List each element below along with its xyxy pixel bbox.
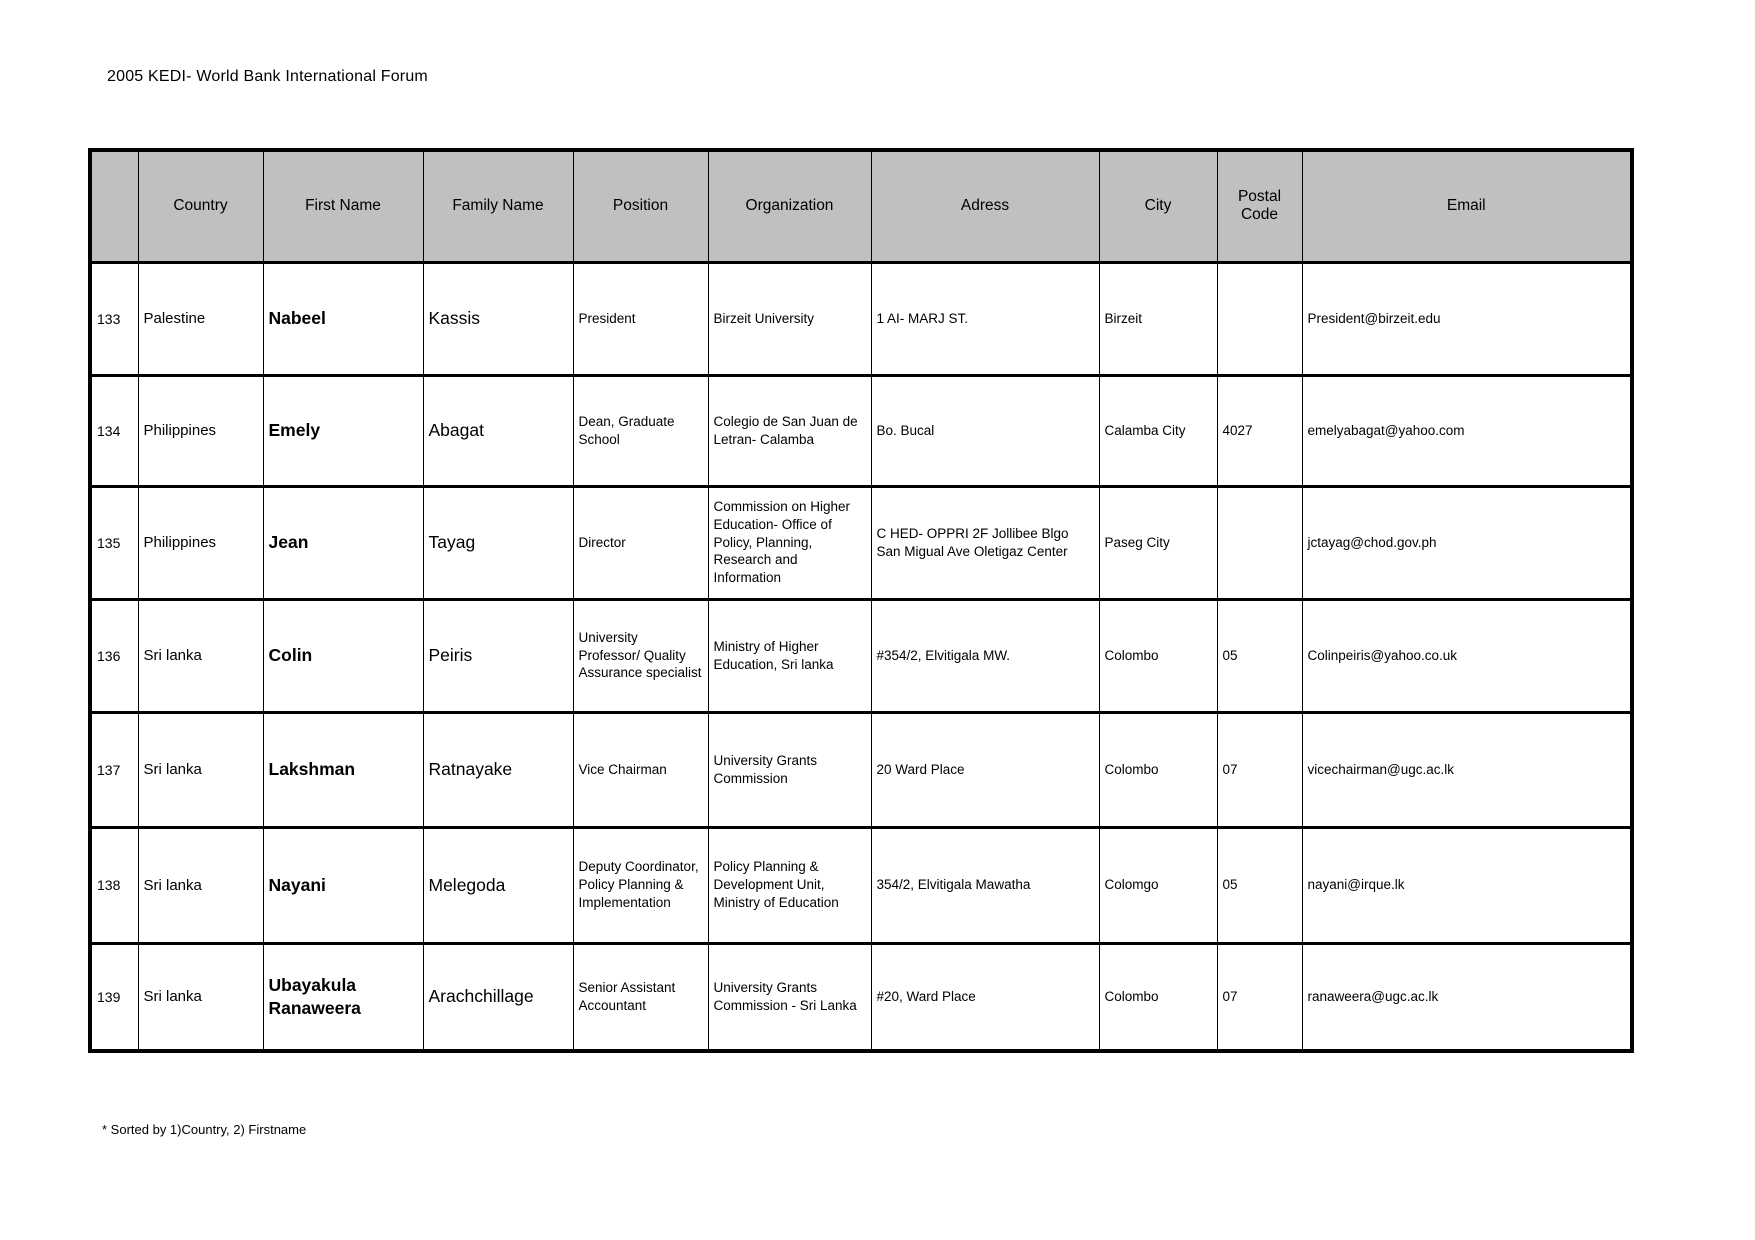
cell-city: Colombo — [1099, 712, 1217, 827]
cell-family-name: Ratnayake — [423, 712, 573, 827]
cell-country: Sri lanka — [138, 827, 263, 943]
cell-row-number: 136 — [90, 599, 138, 712]
cell-address: Bo. Bucal — [871, 375, 1099, 486]
table-row — [90, 827, 1632, 943]
cell-address: #20, Ward Place — [871, 943, 1099, 1051]
cell-organization: University Grants Commission — [708, 712, 871, 827]
column-header-organization: Organization — [708, 150, 871, 262]
cell-email: vicechairman@ugc.ac.lk — [1302, 712, 1632, 827]
cell-city: Colombo — [1099, 943, 1217, 1051]
cell-address: #354/2, Elvitigala MW. — [871, 599, 1099, 712]
cell-organization: University Grants Commission - Sri Lanka — [708, 943, 871, 1051]
cell-city: Calamba City — [1099, 375, 1217, 486]
cell-family-name: Peiris — [423, 599, 573, 712]
cell-postal-code: 05 — [1217, 827, 1302, 943]
cell-postal-code: 05 — [1217, 599, 1302, 712]
table-row — [90, 486, 1632, 599]
cell-address: 1 AI- MARJ ST. — [871, 262, 1099, 375]
cell-organization: Policy Planning & Development Unit, Ministry of Education — [708, 827, 871, 943]
cell-position: University Professor/ Quality Assurance specialist — [573, 599, 708, 712]
cell-position: Senior Assistant Accountant — [573, 943, 708, 1051]
table-row — [90, 262, 1632, 375]
cell-email: ranaweera@ugc.ac.lk — [1302, 943, 1632, 1051]
cell-family-name: Arachchillage — [423, 943, 573, 1051]
column-header-position: Position — [573, 150, 708, 262]
table-row — [90, 599, 1632, 712]
cell-address: 354/2, Elvitigala Mawatha — [871, 827, 1099, 943]
cell-country: Sri lanka — [138, 599, 263, 712]
cell-family-name: Abagat — [423, 375, 573, 486]
cell-organization: Commission on Higher Education- Office of Policy, Planning, Research and Information — [708, 486, 871, 599]
cell-first-name: Jean — [263, 486, 423, 599]
column-header-blank — [90, 150, 138, 262]
column-header-postal-code: Postal Code — [1217, 150, 1302, 262]
header-row — [90, 150, 1632, 262]
cell-position: President — [573, 262, 708, 375]
cell-city: Birzeit — [1099, 262, 1217, 375]
cell-postal-code: 4027 — [1217, 375, 1302, 486]
cell-email: President@birzeit.edu — [1302, 262, 1632, 375]
cell-email: nayani@irque.lk — [1302, 827, 1632, 943]
column-header-email: Email — [1302, 150, 1632, 262]
cell-first-name: Nabeel — [263, 262, 423, 375]
cell-first-name: Nayani — [263, 827, 423, 943]
sort-footnote: * Sorted by 1)Country, 2) Firstname — [102, 1122, 307, 1137]
cell-city: Colomgo — [1099, 827, 1217, 943]
cell-family-name: Tayag — [423, 486, 573, 599]
cell-organization: Birzeit University — [708, 262, 871, 375]
cell-position: Deputy Coordinator, Policy Planning & Implementation — [573, 827, 708, 943]
page-title: 2005 KEDI- World Bank International Forum — [107, 68, 428, 85]
cell-country: Philippines — [138, 486, 263, 599]
column-header-family-name: Family Name — [423, 150, 573, 262]
cell-email: Colinpeiris@yahoo.co.uk — [1302, 599, 1632, 712]
cell-row-number: 134 — [90, 375, 138, 486]
cell-city: Paseg City — [1099, 486, 1217, 599]
cell-country: Palestine — [138, 262, 263, 375]
cell-first-name: Ubayakula Ranaweera — [263, 943, 423, 1051]
table-row — [90, 943, 1632, 1051]
cell-position: Dean, Graduate School — [573, 375, 708, 486]
cell-country: Philippines — [138, 375, 263, 486]
cell-first-name: Lakshman — [263, 712, 423, 827]
cell-email: emelyabagat@yahoo.com — [1302, 375, 1632, 486]
cell-address: 20 Ward Place — [871, 712, 1099, 827]
column-header-first-name: First Name — [263, 150, 423, 262]
cell-postal-code: 07 — [1217, 943, 1302, 1051]
cell-first-name: Emely — [263, 375, 423, 486]
cell-organization: Colegio de San Juan de Letran- Calamba — [708, 375, 871, 486]
cell-row-number: 135 — [90, 486, 138, 599]
table-row — [90, 375, 1632, 486]
cell-country: Sri lanka — [138, 712, 263, 827]
cell-family-name: Kassis — [423, 262, 573, 375]
cell-row-number: 138 — [90, 827, 138, 943]
cell-city: Colombo — [1099, 599, 1217, 712]
cell-address: C HED- OPPRI 2F Jollibee Blgo San Migual Ave Oletigaz Center — [871, 486, 1099, 599]
cell-country: Sri lanka — [138, 943, 263, 1051]
column-header-address: Adress — [871, 150, 1099, 262]
cell-email: jctayag@chod.gov.ph — [1302, 486, 1632, 599]
cell-row-number: 139 — [90, 943, 138, 1051]
cell-postal-code — [1217, 262, 1302, 375]
cell-row-number: 133 — [90, 262, 138, 375]
cell-first-name: Colin — [263, 599, 423, 712]
column-header-country: Country — [138, 150, 263, 262]
cell-row-number: 137 — [90, 712, 138, 827]
cell-position: Vice Chairman — [573, 712, 708, 827]
table-row — [90, 712, 1632, 827]
participants-table — [88, 148, 1634, 1053]
column-header-city: City — [1099, 150, 1217, 262]
cell-postal-code: 07 — [1217, 712, 1302, 827]
cell-position: Director — [573, 486, 708, 599]
cell-postal-code — [1217, 486, 1302, 599]
cell-family-name: Melegoda — [423, 827, 573, 943]
cell-organization: Ministry of Higher Education, Sri lanka — [708, 599, 871, 712]
